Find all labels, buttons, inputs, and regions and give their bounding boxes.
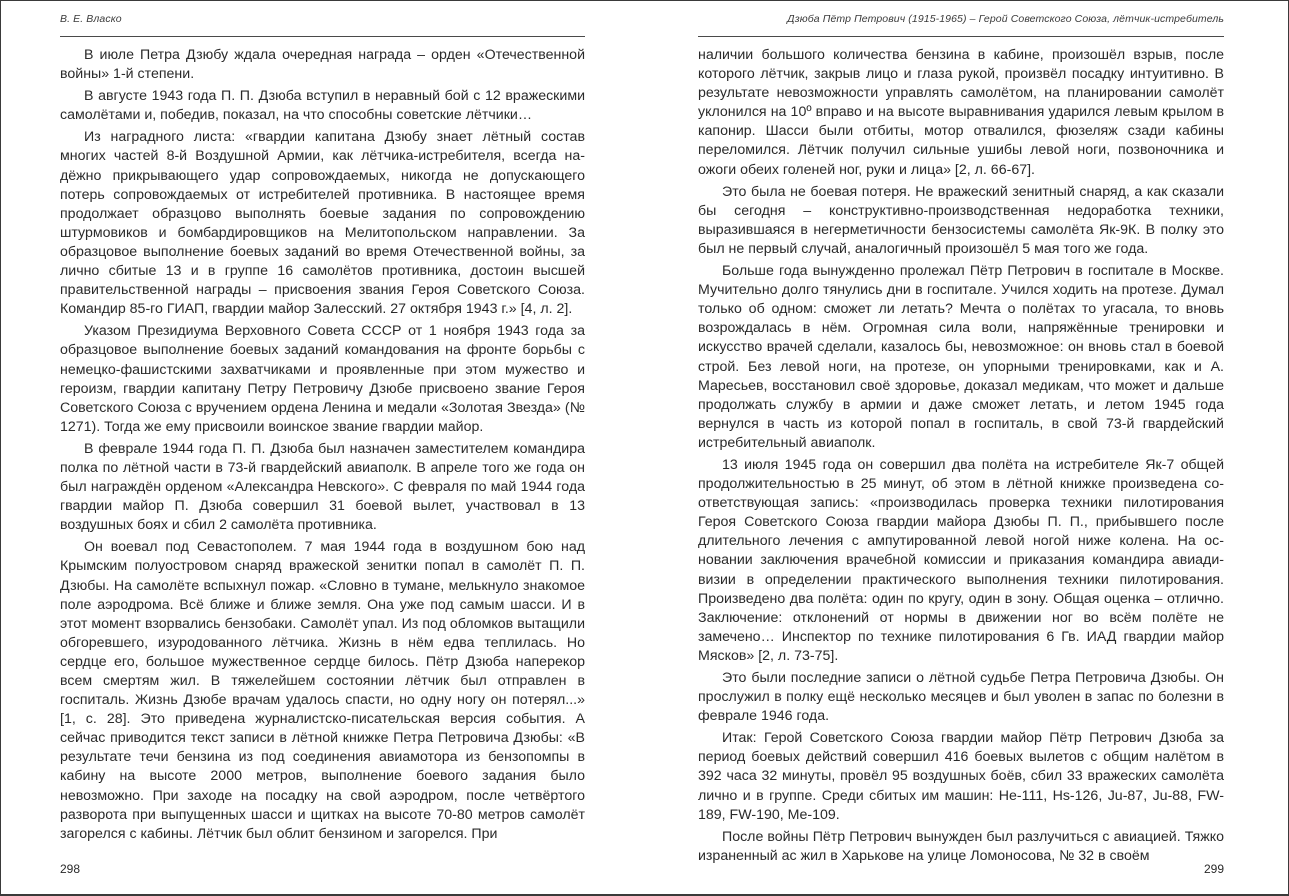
paragraph: В августе 1943 года П. П. Дзюба вступил в неравный бой с 12 вражескими самолётами и, победив, показал, на что способны советские лётчики… xyxy=(60,88,585,124)
right-body-text xyxy=(698,46,1224,869)
paragraph: В феврале 1944 года П. П. Дзюба был назначен заместителем командира полка по лётной части в 73-й гвардейский авиаполк. В апреле того же года он был награждён орденом «Александра Невского». С февраля по май 1944 года гвардии майор П. Дзюба совершил 31 боевой вылет, участвовал в 13 воздушных боях и сбил 2 самолёта противника. xyxy=(60,440,585,534)
paragraph: Из наградного листа: «гвардии капитана Дзюбу знает лётный состав многих частей 8-й Воздушной Армии, как лётчика-истребителя, всегда надёжно прикрывающего удар сопровождаемых, никогда не допускающего потерь сопровождаемых от истребителей противника. В настоящее время продолжает образцово выполнять боевые задания по сопровождению штурмовиков и бомбардировщиков на Мелитопольском направлении. За образцовое выполнение боевых заданий во время Отечественной войны, за лично сбитые 13 и в группе 16 самолётов противника, достоин высшей правительственной награды – присвоения звания Героя Советского Союза. Командир 85-го ГИАП, гвардии майор Залесский. 27 октября 1943 г.» [4, л. 2]. xyxy=(60,129,585,318)
paragraph: Это были последние записи о лётной судьбе Петра Петровича Дзюбы. Он прослужил в полку ещё несколько месяцев и был уволен в запас по болезни в феврале 1946 года. xyxy=(698,670,1224,725)
paragraph-continued: наличии большого количества бензина в кабине, произошёл взрыв, после которого лётчик, закрыв лицо и глаза рукой, произвёл посадку интуитивно. В результате невозможности управлять самолётом, на планировании самолёт уклонился на 10º вправо и на высоте выравнивания ударился левым крылом в капонир. Шасси были отбиты, мотор отвалился, фюзеляж сзади кабины переломился. Лётчик получил сильные ушибы левой ноги, позвоночника и ожоги обеих голеней ног, руки и лица» [2, л. 66-67]. xyxy=(698,47,1224,178)
paragraph: Это была не боевая потеря. Не вражеский зенитный снаряд, а как сказали бы сегодня – конструктивно-производственная недоработка техники, выразившаяся в негерметичности бензосистемы самолёта Як-9К. В полку это был не первый случай, аналогичный произошёл 5 мая того же года. xyxy=(698,183,1224,257)
paragraph: После войны Пётр Петрович вынужден был разлучиться с авиацией. Тяжко израненный ас жил в Харькове на улице Ломоносова, № 32 в своём xyxy=(698,828,1224,864)
running-head-title: Дзюба Пётр Петрович (1915-1965) – Герой Советского Союза, лётчик-истребитель xyxy=(787,13,1224,25)
paragraph: Он воевал под Севастополем. 7 мая 1944 года в воздушном бою над Крымским полуостровом снаряд вражеской зенитки попал в самолёт П. П. Дзюбы. На самолёте вспыхнул пожар. «Словно в тумане, мелькнуло знакомое поле аэродрома. Всё ближе и ближе земля. Она уже под самым шасси. И в этот момент взорвались бензобаки. Самолёт упал. Из под обломков вытащили обгоревшего, изуродованного лётчика. Жизнь в нём едва теплилась. Но сердце его, большое мужественное сердце билось. Пётр Дзюба наперекор всем смертям жил. В тяжелейшем состоянии лётчик был отправлен в госпиталь. Жизнь Дзюбе врачам удалось спасти, но одну ногу он потерял...» [1, с. 28]. Это приведена журналистско-писательская версия события. А сейчас приводится текст записи в лётной книжке Петра Петровича Дзюбы: «В результате течи бензина из под соединения авиамотора из бензопомпы в кабину на высоте 2000 метров, выполнение боевого задания было невозможно. При заходе на посадку на свой аэродром, после четвёртого разворота при выпущенных шасси и щитках на высоте 70-80 метров самолёт загорелся с кабины. Лётчик был облит бензином и загорелся. При xyxy=(60,539,585,842)
paragraph: Указом Президиума Верховного Совета СССР от 1 ноября 1943 года за образцовое выполнение боевых заданий командования на фронте борьбы с немецко-фашистскими захватчиками и проявленные при этом мужество и героизм, гвардии капитану Петру Петровичу Дзюбе присвоено звание Героя Советского Союза с вручением ордена Ленина и медали «Золотая Звезда» (№ 1271). Тогда же ему присвоили воинское звание гвардии майор. xyxy=(60,323,585,435)
page-number: 299 xyxy=(1203,862,1224,876)
left-page xyxy=(60,0,585,896)
header-rule xyxy=(60,36,585,37)
running-head-author: В. Е. Власко xyxy=(60,13,122,25)
paragraph: Итак: Герой Советского Союза гвардии майор Пётр Петрович Дзюба за период боевых действий совершил 416 боевых вылетов с общим налётом в 392 часа 32 минуты, провёл 95 воздушных боёв, сбил 33 вражеских самолёта лично и в группе. Среди сбитых им машин: Не-111, Hs-126, Ju-87, Ju-88, FW-189, FW-190, Me-109. xyxy=(698,730,1224,823)
paragraph: 13 июля 1945 года он совершил два полёта на истребителе Як-7 общей продолжительностью в 25 минут, об этом в лётной книжке произведена соответствующая запись: «производилась проверка техники пилотирования Героя Советского Союза гвардии майора Дзюбы П. П., прибывшего после длительного лечения с ампутированной левой ногой ниже колена. На основании заключения врачебной комиссии и приказания командира авиадивизии в определении практического выполнения техники пилотирования. Произведено два полёта: один по кругу, один в зону. Общая оценка – отлично. Заключение: отклонений от нормы в движении ног во всём полёте не замечено… Инспектор по технике пилотирования 6 Гв. ИАД гвардии майор Мясков» [2, л. 73-75]. xyxy=(698,456,1224,664)
header-rule xyxy=(698,36,1224,37)
right-page xyxy=(698,0,1224,896)
left-body-text xyxy=(60,46,585,847)
page-number: 298 xyxy=(60,862,81,876)
paragraph: В июле Петра Дзюбу ждала очередная награда – орден «Отечественной войны» 1-й степени. xyxy=(60,47,585,83)
paragraph: Больше года вынужденно пролежал Пётр Петрович в госпитале в Москве. Мучительно долго тянулись дни в госпитале. Учился ходить на протезе. Думал только об одном: сможет ли летать? Мечта о полётах то угасала, то вновь возрождалась в нём. Огромная сила воли, напряжённые тренировки и искусство врачей сделали, казалось бы, невозможное: он вновь стал в боевой строй. Без левой ноги, на протезе, он упорными тренировками, как и А. Маресьев, восстановил своё здоровье, доказал медикам, что может и дальше продолжать службу в армии и даже сможет летать, и летом 1945 года вернулся в часть из которой попал в госпиталь, в свой 73-й гвардейский истребительный авиаполк. xyxy=(698,263,1224,451)
